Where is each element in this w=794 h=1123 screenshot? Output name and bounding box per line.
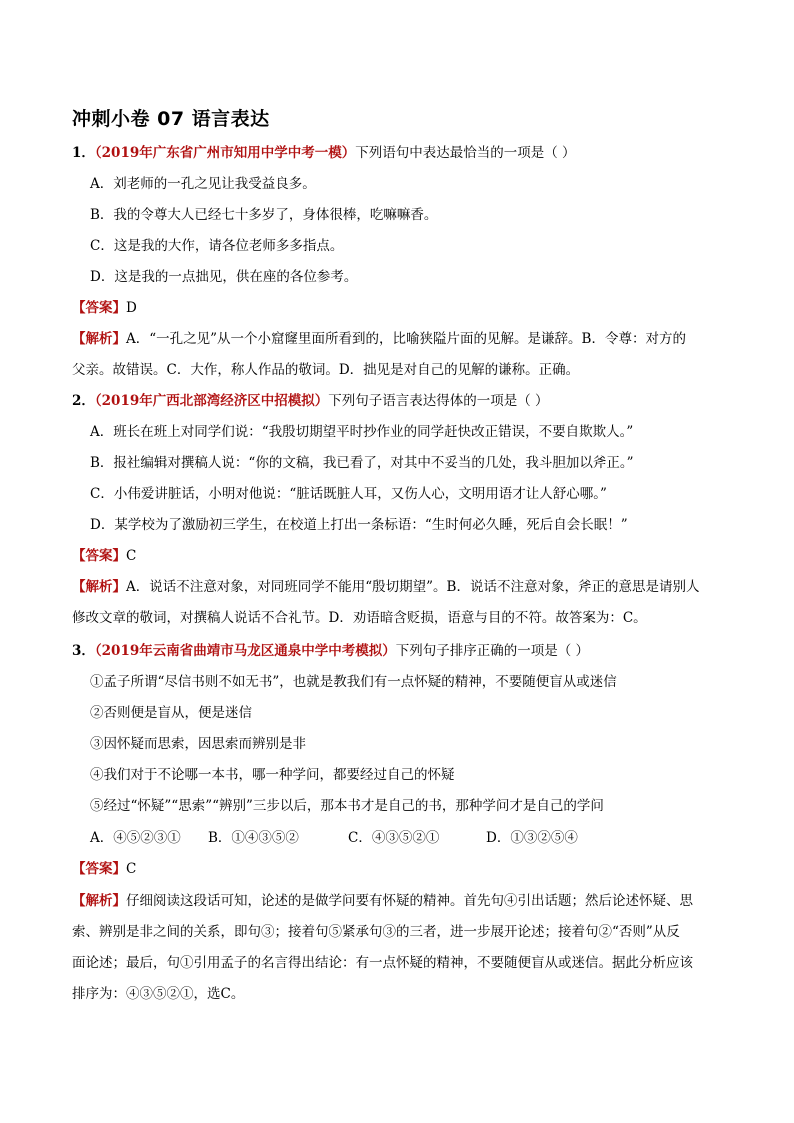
analysis-3-line-4: 排序为：④③⑤②①，选C。 — [72, 986, 245, 1002]
answer-3 — [72, 860, 136, 878]
analysis-3-line-2: 索、辨别是非之间的关系，即句③；接着句⑤紧承句③的三者，进一步展开论述；接着句②“否则”从反 — [72, 924, 680, 940]
answer-2 — [72, 547, 136, 565]
answer-tag: 【答案】 — [72, 548, 126, 564]
question-source: （2019年广西北部湾经济区中招模拟） — [94, 393, 329, 409]
analysis-1-line-2: 父亲。故错误。C．大作，称人作品的敬词。D．拙见是对自己的见解的谦称。正确。 — [72, 362, 580, 378]
choice-c: C．④③⑤②① — [348, 830, 440, 846]
answer-tag: 【答案】 — [72, 861, 126, 877]
question-stem: 下列语句中表达最恰当的一项是（ ） — [355, 145, 576, 161]
option-d: D．某学校为了激励初三学生，在校道上打出一条标语：“生时何必久睡，死后自会长眠！” — [90, 517, 628, 533]
sentence-3: ③因怀疑而思索，因思索而辨别是非 — [90, 736, 306, 752]
question-number: 1． — [72, 145, 95, 161]
choice-a: A．④⑤②③① — [90, 830, 181, 846]
question-stem: 下列句子排序正确的一项是（ ） — [395, 643, 590, 659]
analysis-tag: 【解析】 — [72, 893, 126, 909]
page-title: 冲刺小卷 07 语言表达 — [72, 108, 270, 130]
analysis-tag: 【解析】 — [72, 331, 126, 347]
question-2 — [72, 392, 549, 410]
question-number: 3． — [72, 643, 95, 659]
question-1 — [72, 144, 576, 162]
option-c: C．小伟爱讲脏话，小明对他说：“脏话既脏人耳，又伤人心，文明用语才让人舒心哪。” — [90, 486, 607, 502]
option-b: B．报社编辑对撰稿人说：“你的文稿，我已看了，对其中不妥当的几处，我斗胆加以斧正。” — [90, 455, 634, 471]
answer-value: D — [126, 300, 137, 316]
analysis-tag: 【解析】 — [72, 579, 126, 595]
option-a: A．班长在班上对同学们说：“我殷切期望平时抄作业的同学赶快改正错误，不要自欺欺人。” — [90, 424, 634, 440]
option-b: B．我的令尊大人已经七十多岁了，身体很棒，吃嘛嘛香。 — [90, 207, 438, 223]
sentence-5: ⑤经过“怀疑”“思索”“辨别”三步以后，那本书才是自己的书，那种学问才是自己的学问 — [90, 798, 604, 814]
analysis-text: A．说话不注意对象，对同班同学不能用“殷切期望”。B．说话不注意对象，斧正的意思是请别人 — [126, 579, 700, 595]
answer-value: C — [126, 861, 137, 877]
analysis-1-line-1 — [72, 330, 686, 348]
sentence-4: ④我们对于不论哪一本书，哪一种学问，都要经过自己的怀疑 — [90, 767, 455, 783]
question-number: 2． — [72, 393, 95, 409]
analysis-2-line-1 — [72, 578, 699, 596]
question-source: （2019年云南省曲靖市马龙区通泉中学中考模拟） — [94, 643, 396, 659]
answer-1 — [72, 299, 137, 317]
choice-d: D．①③②⑤④ — [486, 830, 578, 846]
sentence-2: ②否则便是盲从，便是迷信 — [90, 705, 252, 721]
option-a: A．刘老师的一孔之见让我受益良多。 — [90, 176, 316, 192]
question-source: （2019年广东省广州市知用中学中考一模） — [94, 145, 356, 161]
question-stem: 下列句子语言表达得体的一项是（ ） — [328, 393, 549, 409]
analysis-3-line-3: 面论述；最后，句①引用孟子的名言得出结论：有一点怀疑的精神，不要随便盲从或迷信。据此分析应该 — [72, 955, 693, 971]
choice-b: B．①④③⑤② — [208, 830, 299, 846]
analysis-text: A．“一孔之见”从一个小窟窿里面所看到的，比喻狭隘片面的见解。是谦辞。B．令尊：对方的 — [126, 331, 686, 347]
analysis-text: 仔细阅读这段话可知，论述的是做学问要有怀疑的精神。首先句④引出话题；然后论述怀疑、思 — [126, 893, 693, 909]
analysis-3-line-1 — [72, 892, 693, 910]
option-d: D．这是我的一点拙见，供在座的各位参考。 — [90, 269, 358, 285]
answer-value: C — [126, 548, 137, 564]
option-c: C．这是我的大作，请各位老师多多指点。 — [90, 238, 344, 254]
question-3 — [72, 642, 589, 660]
answer-tag: 【答案】 — [72, 300, 126, 316]
sentence-1: ①孟子所谓“尽信书则不如无书”，也就是教我们有一点怀疑的精神，不要随便盲从或迷信 — [90, 674, 617, 690]
analysis-2-line-2: 修改文章的敬词，对撰稿人说话不合礼节。D．劝语暗含贬损，语意与目的不符。故答案为：C。 — [72, 610, 647, 626]
